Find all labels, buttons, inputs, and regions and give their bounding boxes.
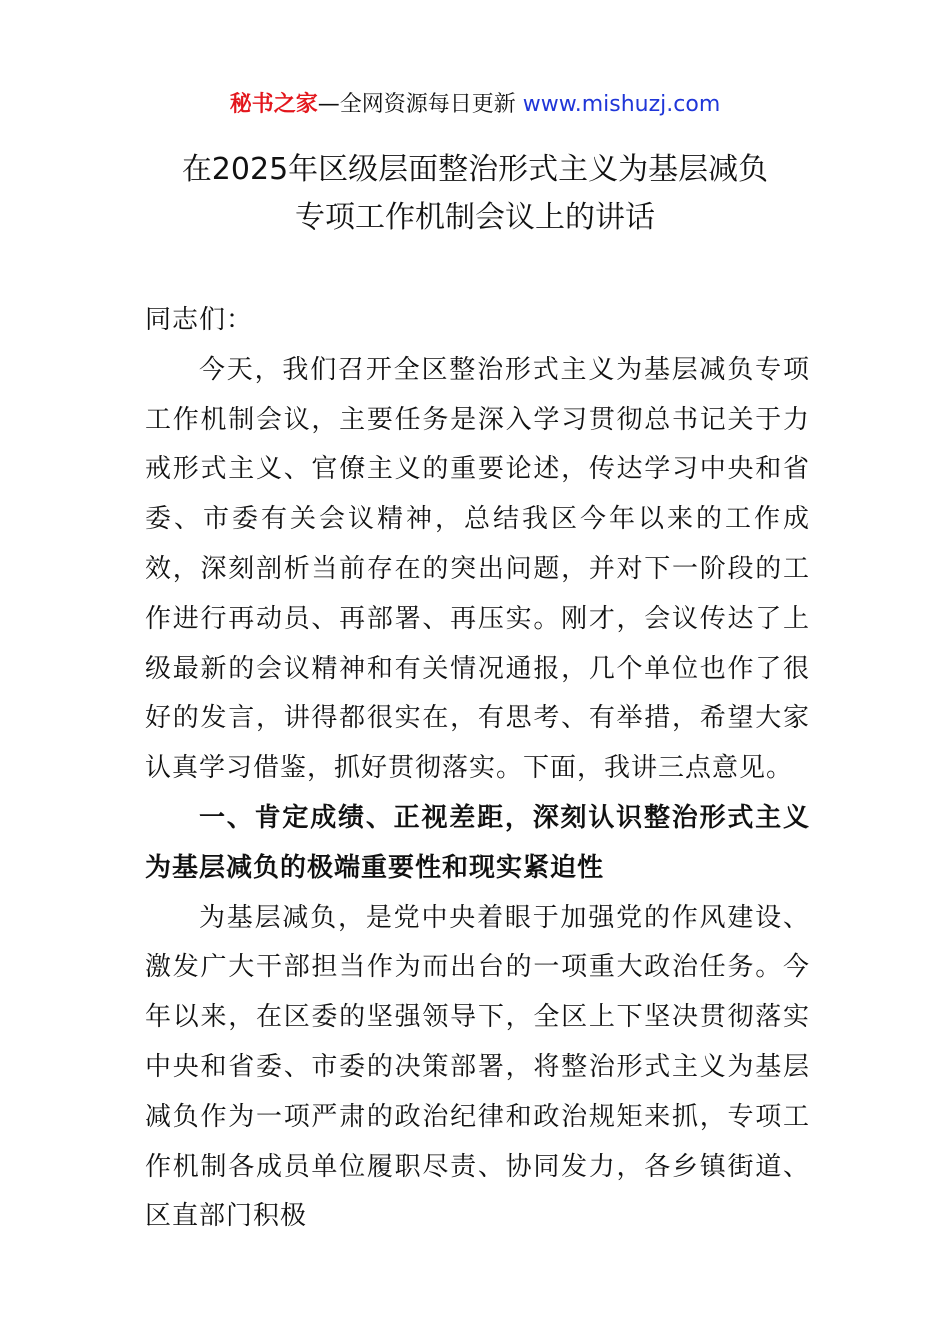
document-body <box>145 296 810 1242</box>
section-1-heading: 一、肯定成绩、正视差距，深刻认识整治形式主义为基层减负的极端重要性和现实紧迫性 <box>145 802 810 883</box>
title-line-2: 专项工作机制会议上的讲话 <box>295 200 655 235</box>
site-header-banner <box>0 88 950 122</box>
document-title <box>0 146 950 242</box>
header-tagline: —全网资源每日更新 <box>317 92 516 117</box>
title-line-1: 在2025年区级层面整治形式主义为基层减负 <box>181 152 769 187</box>
salutation: 同志们： <box>145 305 254 335</box>
brand-name: 秘书之家 <box>229 92 318 117</box>
website-link[interactable]: www.mishuzj.com <box>522 92 721 117</box>
intro-paragraph: 今天，我们召开全区整治形式主义为基层减负专项工作机制会议，主要任务是深入学习贯彻总书记关于力戒形式主义、官僚主义的重要论述，传达学习中央和省委、市委有关会议精神，总结我区今年以来的工作成效，深刻剖析当前存在的突出问题，并对下一阶段的工作进行再动员、再部署、再压实。刚才，会议传达了上级最新的会议精神和有关情况通报，几个单位也作了很好的发言，讲得都很实在，有思考、有举措，希望大家认真学习借鉴，抓好贯彻落实。下面，我讲三点意见。 <box>145 354 810 784</box>
section-1-paragraph: 为基层减负，是党中央着眼于加强党的作风建设、激发广大干部担当作为而出台的一项重大政治任务。今年以来，在区委的坚强领导下，全区上下坚决贯彻落实中央和省委、市委的决策部署，将整治形式主义为基层减负作为一项严肃的政治纪律和政治规矩来抓，专项工作机制各成员单位履职尽责、协同发力，各乡镇街道、区直部门积极 <box>145 902 810 1232</box>
